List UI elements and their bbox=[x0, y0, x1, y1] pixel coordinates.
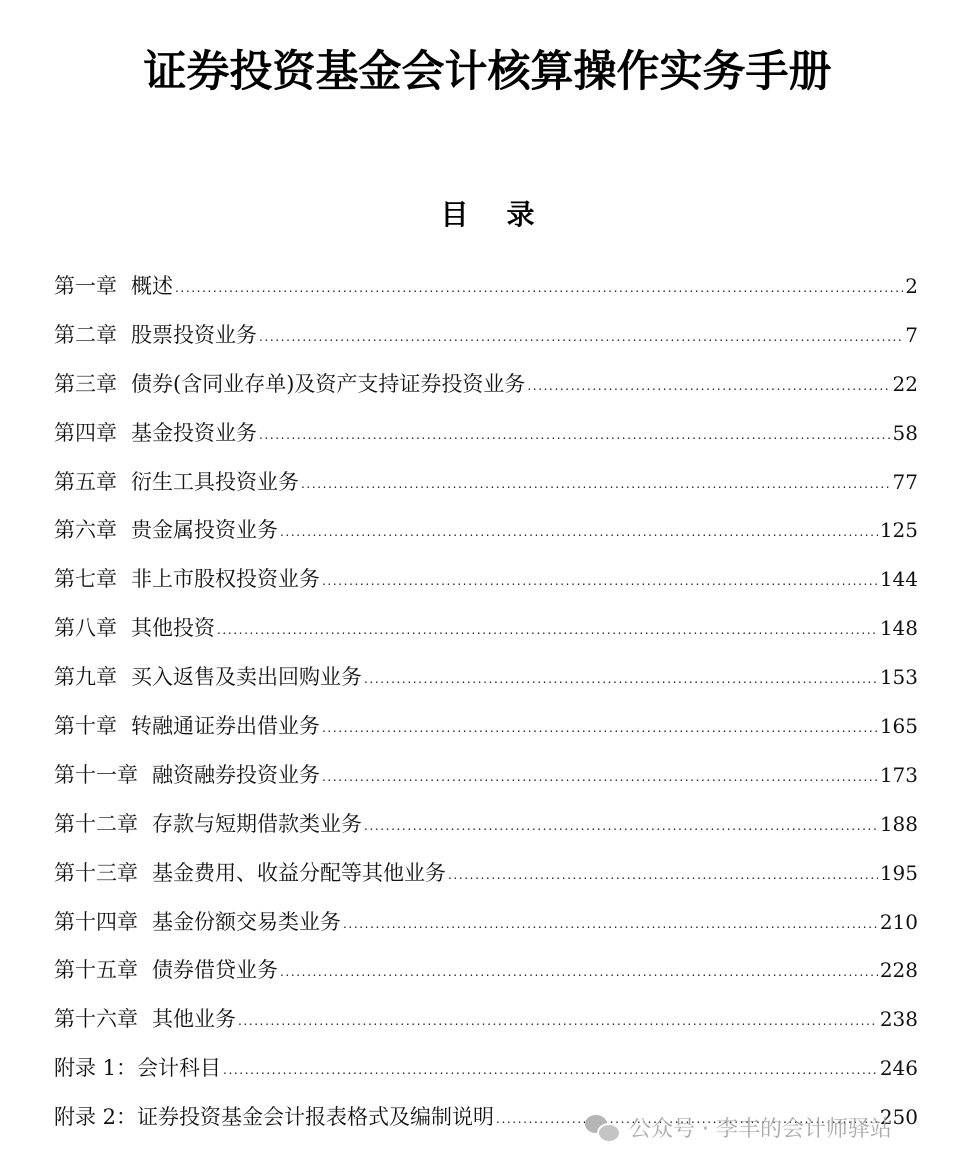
toc-entry-title: 基金投资业务 bbox=[131, 420, 257, 445]
toc-page-number: 188 bbox=[879, 811, 918, 836]
toc-page-number: 7 bbox=[905, 322, 918, 347]
toc-heading-char-2: 录 bbox=[506, 198, 535, 231]
toc-chapter-number: 第十二章 bbox=[54, 811, 138, 836]
toc-entry-title: 衍生工具投资业务 bbox=[131, 469, 299, 494]
toc-page-number: 144 bbox=[879, 567, 918, 592]
toc-entry[interactable] bbox=[54, 755, 918, 804]
toc-chapter-number: 第六章 bbox=[54, 518, 117, 543]
toc-entry[interactable] bbox=[54, 999, 918, 1048]
toc-chapter-number: 第九章 bbox=[54, 665, 117, 690]
dot-leader bbox=[322, 558, 878, 601]
toc-chapter-number: 第十四章 bbox=[54, 909, 138, 934]
toc-entry[interactable] bbox=[54, 853, 918, 902]
toc-chapter-number: 第十三章 bbox=[54, 860, 138, 885]
toc-entry[interactable] bbox=[54, 315, 918, 364]
toc-chapter-number: 第八章 bbox=[54, 616, 117, 641]
toc-page-number: 125 bbox=[879, 518, 918, 543]
toc-entry[interactable] bbox=[54, 266, 918, 315]
toc-page-number: 210 bbox=[879, 909, 918, 934]
toc-chapter-number: 第一章 bbox=[54, 274, 117, 298]
toc-entry-title: 基金费用、收益分配等其他业务 bbox=[152, 860, 446, 885]
toc-chapter-number: 第三章 bbox=[54, 371, 117, 396]
toc-page-number: 246 bbox=[879, 1056, 918, 1081]
toc-page-number: 250 bbox=[879, 1105, 918, 1130]
toc-chapter-number: 第十六章 bbox=[54, 1007, 138, 1032]
toc-chapter-number: 第二章 bbox=[54, 322, 117, 347]
dot-leader bbox=[280, 949, 878, 992]
toc-entry[interactable] bbox=[54, 462, 918, 511]
toc-entry-title: 概述 bbox=[131, 274, 173, 298]
dot-leader bbox=[301, 461, 891, 504]
dot-leader bbox=[259, 412, 891, 455]
dot-leader bbox=[280, 509, 878, 552]
dot-leader bbox=[259, 314, 903, 357]
watermark bbox=[585, 1112, 892, 1143]
toc-page-number: 77 bbox=[892, 469, 918, 494]
toc-page-number: 165 bbox=[879, 714, 918, 739]
toc-entry[interactable] bbox=[54, 804, 918, 853]
dot-leader bbox=[223, 1047, 878, 1090]
toc-entry[interactable] bbox=[54, 902, 918, 951]
toc-appendix-number: 附录 2： bbox=[54, 1105, 138, 1130]
wechat-icon bbox=[585, 1113, 621, 1143]
toc-entry-title: 债券借贷业务 bbox=[152, 958, 278, 983]
toc-page-number: 22 bbox=[892, 371, 918, 396]
toc-entry-title: 贵金属投资业务 bbox=[131, 518, 278, 543]
dot-leader bbox=[448, 852, 878, 895]
toc-entry[interactable] bbox=[54, 510, 918, 559]
toc-entry-title: 非上市股权投资业务 bbox=[131, 567, 320, 592]
toc-entry-title: 融资融券投资业务 bbox=[152, 762, 320, 787]
dot-leader bbox=[527, 363, 890, 406]
toc-entry[interactable] bbox=[54, 413, 918, 462]
dot-leader bbox=[364, 656, 878, 699]
dot-leader bbox=[322, 705, 878, 748]
toc-entry-title: 转融通证券出借业务 bbox=[131, 714, 320, 739]
toc-heading-char-1: 目 bbox=[440, 198, 469, 231]
toc-entry[interactable] bbox=[54, 657, 918, 706]
dot-leader bbox=[217, 607, 878, 650]
toc-entry-title: 债券(含同业存单)及资产支持证券投资业务 bbox=[131, 371, 526, 396]
toc-entry-title: 存款与短期借款类业务 bbox=[152, 811, 362, 836]
toc-page-number: 238 bbox=[879, 1007, 918, 1032]
toc-entry-title: 会计科目 bbox=[137, 1056, 222, 1081]
toc-entry[interactable] bbox=[54, 608, 918, 657]
document-title: 证券投资基金会计核算操作实务手册 bbox=[143, 47, 832, 97]
toc-heading bbox=[0, 193, 975, 233]
toc-entry-title: 基金份额交易类业务 bbox=[152, 909, 341, 934]
toc-chapter-number: 第十五章 bbox=[54, 958, 138, 983]
toc-entry-title: 其他业务 bbox=[152, 1007, 236, 1032]
toc-page-number: 58 bbox=[892, 420, 918, 445]
dot-leader bbox=[364, 803, 878, 846]
toc-entry[interactable] bbox=[54, 1048, 918, 1097]
watermark-text: 公众号 · 李丰的会计师驿站 bbox=[629, 1117, 892, 1142]
toc-chapter-number: 第四章 bbox=[54, 420, 117, 445]
toc-page-number: 195 bbox=[879, 860, 918, 885]
toc-chapter-number: 第七章 bbox=[54, 567, 117, 592]
toc-entry[interactable] bbox=[54, 950, 918, 999]
toc-appendix-number: 附录 1： bbox=[54, 1056, 138, 1081]
toc-entry-title: 其他投资 bbox=[131, 616, 215, 641]
toc-page-number: 148 bbox=[879, 616, 918, 641]
toc-chapter-number: 第十章 bbox=[54, 714, 117, 739]
toc-entry[interactable] bbox=[54, 364, 918, 413]
toc-entry-title: 买入返售及卖出回购业务 bbox=[131, 665, 362, 690]
toc-page-number: 153 bbox=[879, 665, 918, 690]
toc-page-number: 2 bbox=[905, 274, 918, 298]
dot-leader bbox=[343, 901, 878, 944]
dot-leader bbox=[322, 754, 878, 797]
toc-page-number: 173 bbox=[879, 762, 918, 787]
dot-leader bbox=[238, 998, 878, 1041]
toc-chapter-number: 第十一章 bbox=[54, 762, 138, 787]
toc-page-number: 228 bbox=[879, 958, 918, 983]
toc-entry-title: 证券投资基金会计报表格式及编制说明 bbox=[137, 1105, 495, 1130]
toc-entry[interactable] bbox=[54, 706, 918, 755]
toc-entry-title: 股票投资业务 bbox=[131, 322, 257, 347]
toc-entry[interactable] bbox=[54, 559, 918, 608]
table-of-contents bbox=[54, 266, 918, 1146]
toc-chapter-number: 第五章 bbox=[54, 469, 117, 494]
dot-leader bbox=[175, 265, 903, 308]
